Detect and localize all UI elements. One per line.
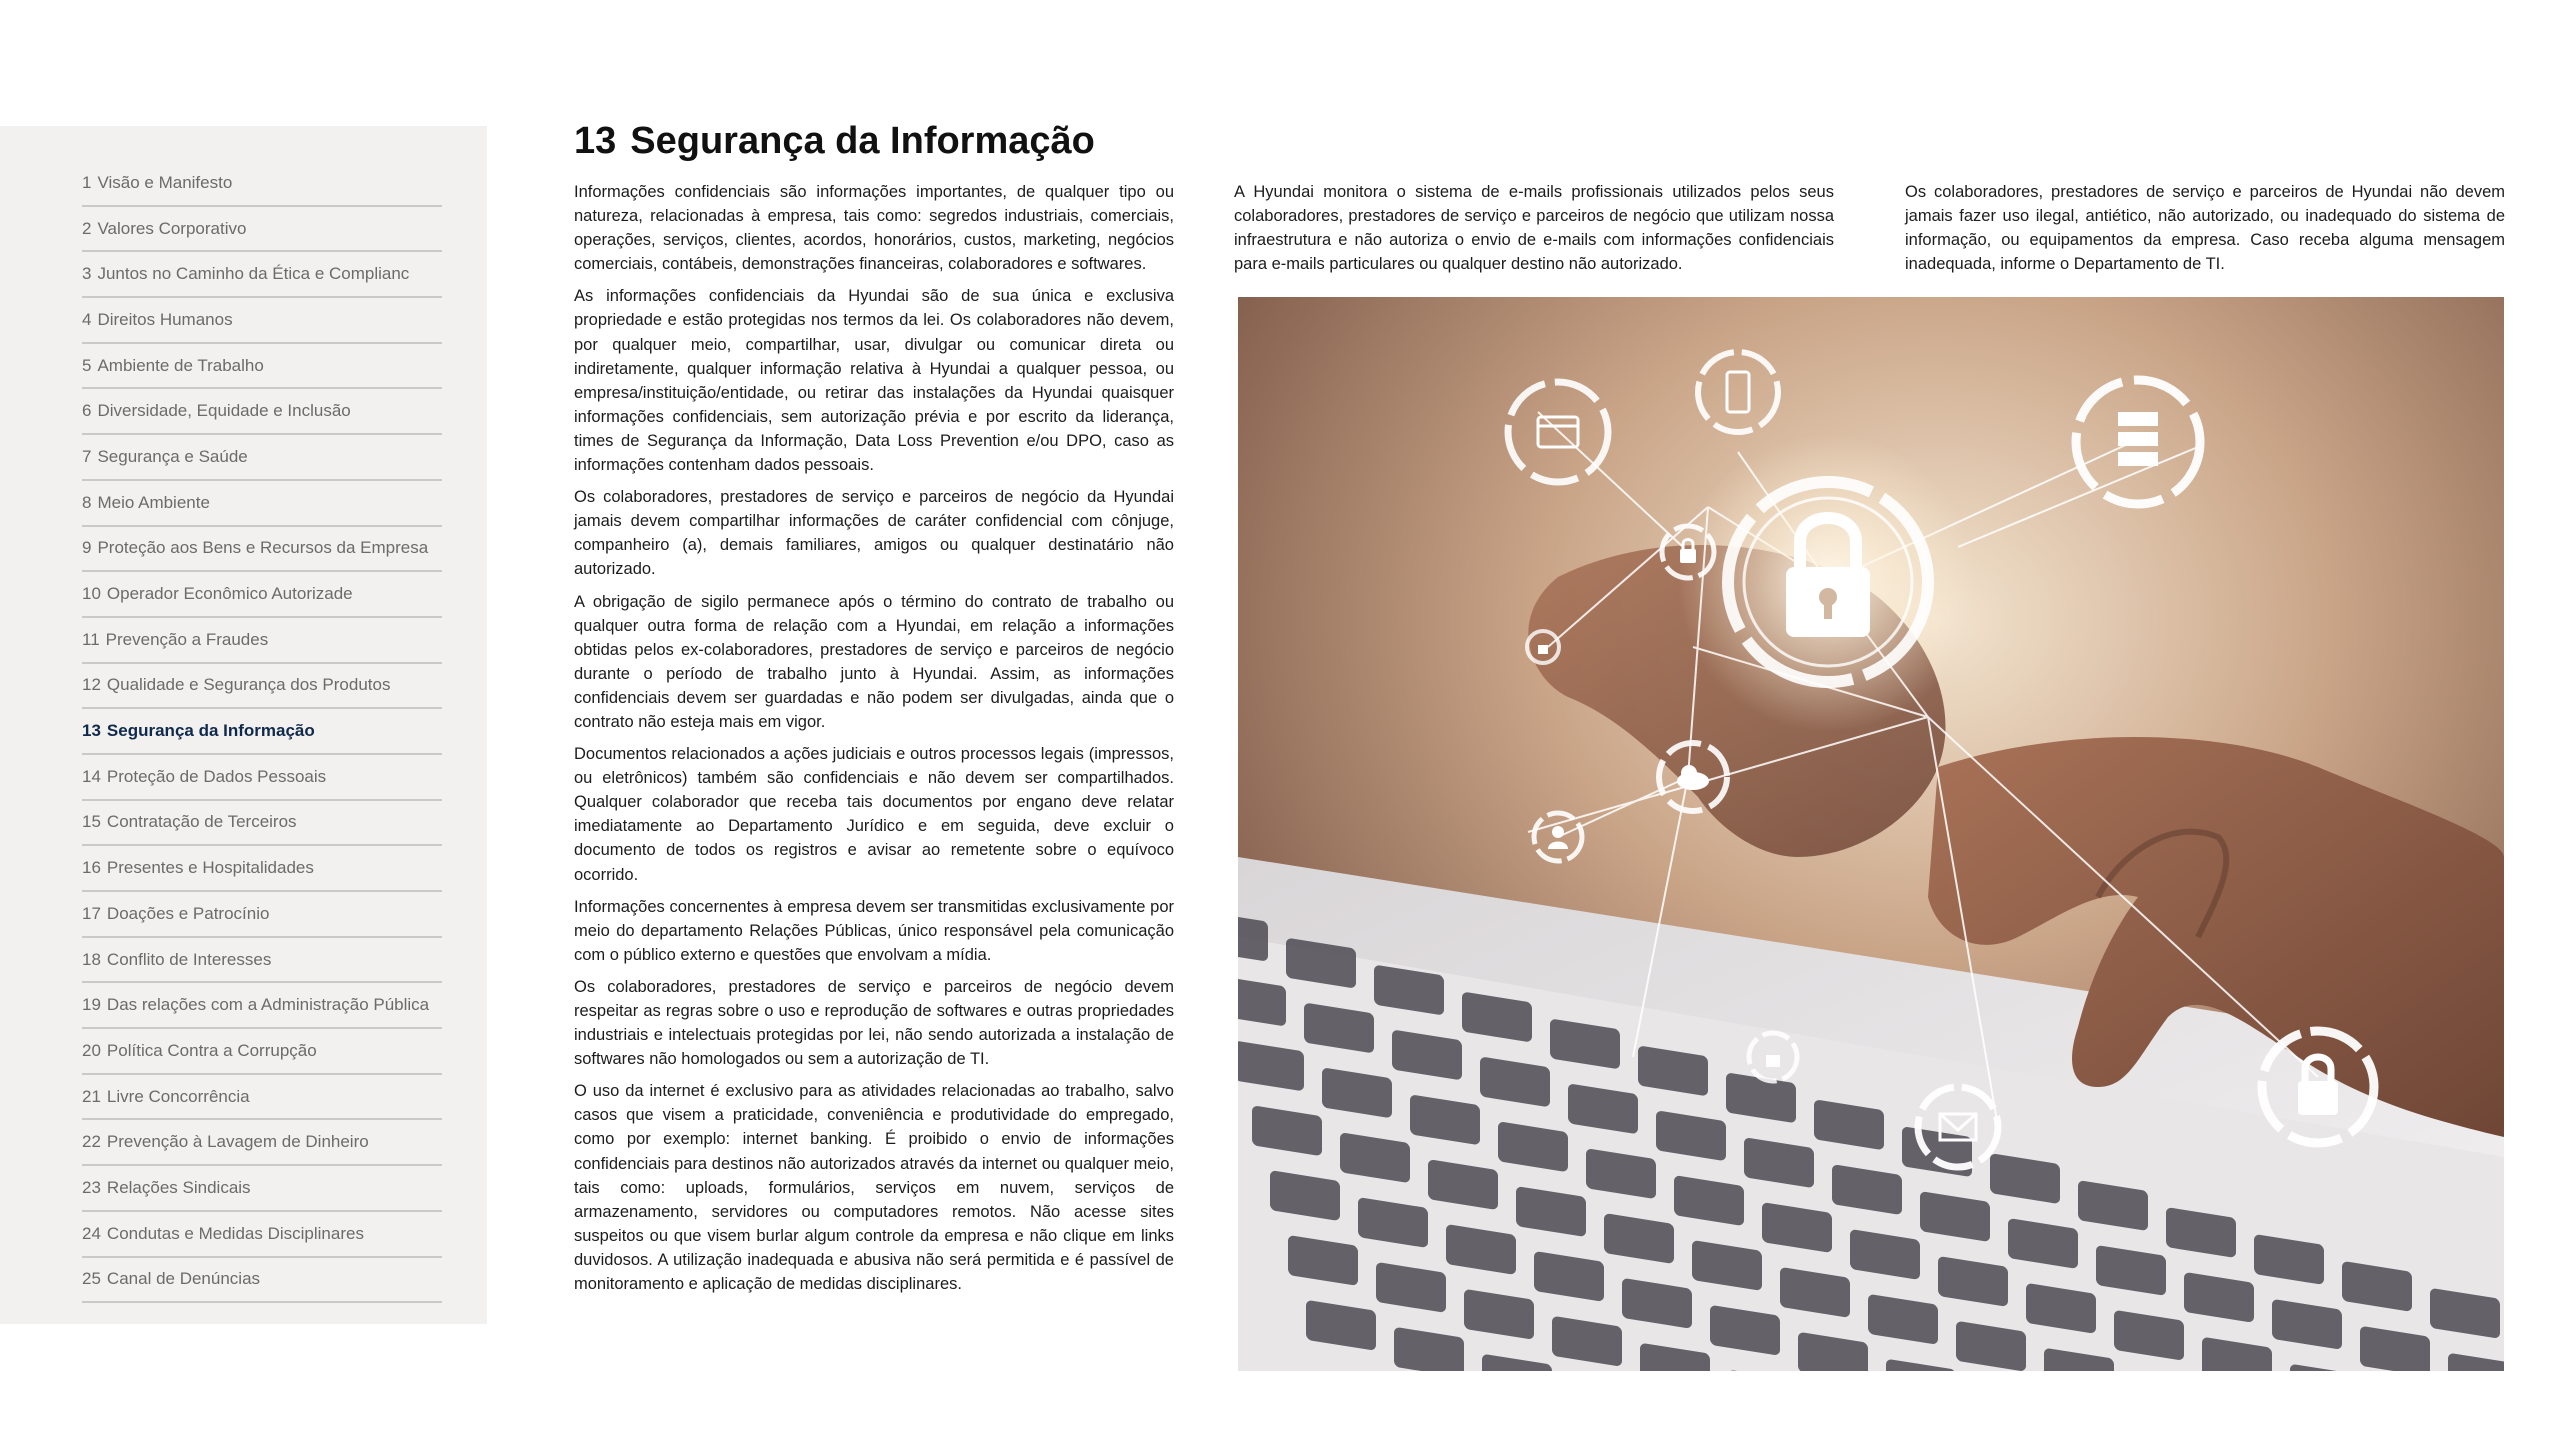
toc-item-18[interactable] bbox=[82, 938, 442, 984]
toc-item-label: Juntos no Caminho da Ética e Complianc bbox=[97, 264, 410, 284]
paragraph: Documentos relacionados a ações judiciais e outros processos legais (impressos, ou eletrônicos) também são confidenciais e não devem ser compartilhados. Qualquer colaborador que receba tais documentos por engano deve relatar imediatamente ao Departamento Jurídico e em seguida, deve excluir o documento de todos os registros e avisar ao remetente sobre o equívoco ocorrido. bbox=[574, 745, 1174, 884]
toc-item-number: 14 bbox=[82, 766, 101, 786]
toc-item-9[interactable] bbox=[82, 527, 442, 573]
toc-item-number: 6 bbox=[82, 401, 92, 421]
paragraph: Os colaboradores, prestadores de serviço e parceiros de negócio da Hyundai jamais devem compartilhar informações de caráter confidencial com cônjuge, companheiro (a), demais familiares, amigos ou qualquer destinatário não autorizado. bbox=[574, 488, 1174, 579]
toc-item-label: Canal de Denúncias bbox=[106, 1269, 261, 1289]
toc-item-24[interactable] bbox=[82, 1212, 442, 1258]
toc-item-number: 17 bbox=[82, 903, 101, 923]
toc-item-number: 9 bbox=[82, 538, 92, 558]
toc-item-10[interactable] bbox=[82, 572, 442, 618]
toc-item-number: 5 bbox=[82, 355, 92, 375]
paragraph: Informações confidenciais são informações importantes, de qualquer tipo ou natureza, relacionadas à empresa, tais como: segredos industriais, comerciais, operações, serviços, clientes, acordos, honorários, custos, marketing, negócios comerciais, contábeis, demonstrações financeiras, colaboradores e softwares. bbox=[574, 183, 1174, 274]
toc-item-label: Das relações com a Administração Pública bbox=[106, 995, 430, 1015]
sidebar-toc bbox=[0, 126, 487, 1324]
toc-item-label: Meio Ambiente bbox=[97, 492, 210, 512]
toc-item-label: Contratação de Terceiros bbox=[106, 812, 297, 832]
toc-item-number: 24 bbox=[82, 1223, 101, 1243]
toc-list bbox=[82, 161, 442, 1303]
toc-item-label: Ambiente de Trabalho bbox=[97, 355, 264, 375]
paragraph: A Hyundai monitora o sistema de e-mails profissionais utilizados pelos seus colaboradores, prestadores de serviço e parceiros de negócio que utilizam nossa infraestrutura e não autoriza o envio de e-mails com informações confidenciais para e-mails particulares ou qualquer destino não autorizado. bbox=[1234, 183, 1834, 274]
toc-item-number: 21 bbox=[82, 1086, 101, 1106]
toc-item-number: 3 bbox=[82, 264, 92, 284]
toc-item-number: 18 bbox=[82, 949, 101, 969]
toc-item-5[interactable] bbox=[82, 344, 442, 390]
paragraph: As informações confidenciais da Hyundai são de sua única e exclusiva propriedade e estão protegidas nos termos da lei. Os colaboradores não devem, por qualquer meio, compartilhar, usar, divulgar ou comunicar direta ou indiretamente, qualquer informação relativa à Hyundai a qualquer pessoa, ou empresa/instituição/entidade, ou retirar das instalações da Hyundai quaisquer informações confidenciais, sem autorização prévia e por escrito da liderança, times de Segurança da Informação, Data Loss Prevention e/ou DPO, caso as informações contenham dados pessoais. bbox=[574, 287, 1174, 475]
toc-item-number: 25 bbox=[82, 1269, 101, 1289]
toc-item-number: 23 bbox=[82, 1177, 101, 1197]
toc-item-label: Doações e Patrocínio bbox=[106, 903, 270, 923]
toc-item-label: Condutas e Medidas Disciplinares bbox=[106, 1223, 364, 1243]
toc-item-number: 20 bbox=[82, 1040, 101, 1060]
toc-item-label: Visão e Manifesto bbox=[97, 172, 233, 192]
toc-item-label: Qualidade e Segurança dos Produtos bbox=[106, 675, 391, 695]
page-title bbox=[574, 120, 1095, 163]
toc-item-label: Proteção aos Bens e Recursos da Empresa bbox=[97, 538, 429, 558]
toc-item-number: 12 bbox=[82, 675, 101, 695]
paragraph: A obrigação de sigilo permanece após o término do contrato de trabalho ou qualquer outra forma de relação com a Hyundai, em relação a informações obtidas pelos ex-colaboradores, prestadores de serviço e parceiros de negócio durante o período de trabalho junto à Hyundai. Assim, as informações confidenciais devem ser guardadas e não podem ser divulgadas, ainda que o contrato não esteja mais em vigor. bbox=[574, 592, 1174, 731]
toc-item-number: 11 bbox=[82, 629, 100, 649]
toc-item-7[interactable] bbox=[82, 435, 442, 481]
toc-item-1[interactable] bbox=[82, 161, 442, 207]
toc-item-label: Prevenção à Lavagem de Dinheiro bbox=[106, 1132, 369, 1152]
toc-item-label: Direitos Humanos bbox=[97, 309, 233, 329]
toc-item-19[interactable] bbox=[82, 983, 442, 1029]
paragraph: Os colaboradores, prestadores de serviço e parceiros de negócio devem respeitar as regras sobre o uso e reprodução de softwares e outras propriedades industriais e intelectuais protegidas por lei, não sendo autorizada a instalação de softwares não homologados ou sem a autorização de TI. bbox=[574, 977, 1174, 1069]
toc-item-number: 1 bbox=[82, 172, 92, 192]
paragraph: O uso da internet é exclusivo para as atividades relacionadas ao trabalho, salvo casos que visem a praticidade, conveniência e produtividade do empregado, como por exemplo: internet banking. É proibido o envio de informações confidenciais para destinos não autorizados através da internet ou qualquer meio, tais como: uploads, formulários, serviços em nuvem, serviços de armazenamento, servidores ou computadores remotos. Não acesse sites suspeitos ou que visem burlar algum controle da empresa e não clique em links duvidosos. A utilização inadequada e abusiva não será permitida e é passível de monitoramento e aplicação de medidas disciplinares. bbox=[574, 1082, 1174, 1294]
toc-item-number: 8 bbox=[82, 492, 92, 512]
toc-item-number: 4 bbox=[82, 309, 92, 329]
toc-item-label: Conflito de Interesses bbox=[106, 949, 272, 969]
toc-item-14[interactable] bbox=[82, 755, 442, 801]
toc-item-label: Proteção de Dados Pessoais bbox=[106, 766, 327, 786]
toc-item-13[interactable] bbox=[82, 709, 442, 755]
text-column-2 bbox=[1234, 180, 1834, 284]
toc-item-8[interactable] bbox=[82, 481, 442, 527]
toc-item-label: Presentes e Hospitalidades bbox=[106, 858, 314, 878]
toc-item-label: Diversidade, Equidade e Inclusão bbox=[97, 401, 351, 421]
cybersecurity-illustration bbox=[1238, 297, 2504, 1371]
toc-item-number: 22 bbox=[82, 1132, 101, 1152]
toc-item-label: Operador Econômico Autorizade bbox=[106, 584, 353, 604]
section-number: 13 bbox=[574, 120, 617, 162]
toc-item-number: 2 bbox=[82, 218, 92, 238]
text-column-3 bbox=[1905, 180, 2505, 284]
toc-item-20[interactable] bbox=[82, 1029, 442, 1075]
toc-item-label: Segurança da Informação bbox=[106, 721, 315, 741]
toc-item-number: 7 bbox=[82, 446, 92, 466]
padlock-icon bbox=[1678, 432, 1978, 732]
toc-item-25[interactable] bbox=[82, 1258, 442, 1304]
section-title: Segurança da Informação bbox=[630, 120, 1095, 162]
toc-item-label: Relações Sindicais bbox=[106, 1177, 251, 1197]
toc-item-6[interactable] bbox=[82, 389, 442, 435]
toc-item-2[interactable] bbox=[82, 207, 442, 253]
toc-item-11[interactable] bbox=[82, 618, 442, 664]
toc-item-label: Livre Concorrência bbox=[106, 1086, 250, 1106]
toc-item-17[interactable] bbox=[82, 892, 442, 938]
text-column-1 bbox=[574, 180, 1174, 1304]
toc-item-12[interactable] bbox=[82, 664, 442, 710]
toc-item-23[interactable] bbox=[82, 1166, 442, 1212]
toc-item-number: 19 bbox=[82, 995, 101, 1015]
toc-item-number: 10 bbox=[82, 584, 101, 604]
toc-item-number: 13 bbox=[82, 721, 101, 741]
toc-item-number: 15 bbox=[82, 812, 101, 832]
toc-item-number: 16 bbox=[82, 858, 101, 878]
paragraph: Informações concernentes à empresa devem ser transmitidas exclusivamente por meio do departamento Relações Públicas, único responsável pela comunicação com o público externo e questões que envolvam a mídia. bbox=[574, 897, 1174, 964]
toc-item-16[interactable] bbox=[82, 846, 442, 892]
toc-item-label: Segurança e Saúde bbox=[97, 446, 248, 466]
toc-item-3[interactable] bbox=[82, 252, 442, 298]
toc-item-label: Política Contra a Corrupção bbox=[106, 1040, 317, 1060]
toc-item-4[interactable] bbox=[82, 298, 442, 344]
toc-item-15[interactable] bbox=[82, 801, 442, 847]
toc-item-21[interactable] bbox=[82, 1075, 442, 1121]
toc-item-label: Prevenção a Fraudes bbox=[105, 629, 269, 649]
toc-item-label: Valores Corporativo bbox=[97, 218, 247, 238]
paragraph: Os colaboradores, prestadores de serviço e parceiros de Hyundai não devem jamais fazer uso ilegal, antiético, não autorizado, ou inadequado do sistema de informação, ou equipamentos da empresa. Caso receba alguma mensagem inadequada, informe o Departamento de TI. bbox=[1905, 183, 2505, 274]
toc-item-22[interactable] bbox=[82, 1120, 442, 1166]
